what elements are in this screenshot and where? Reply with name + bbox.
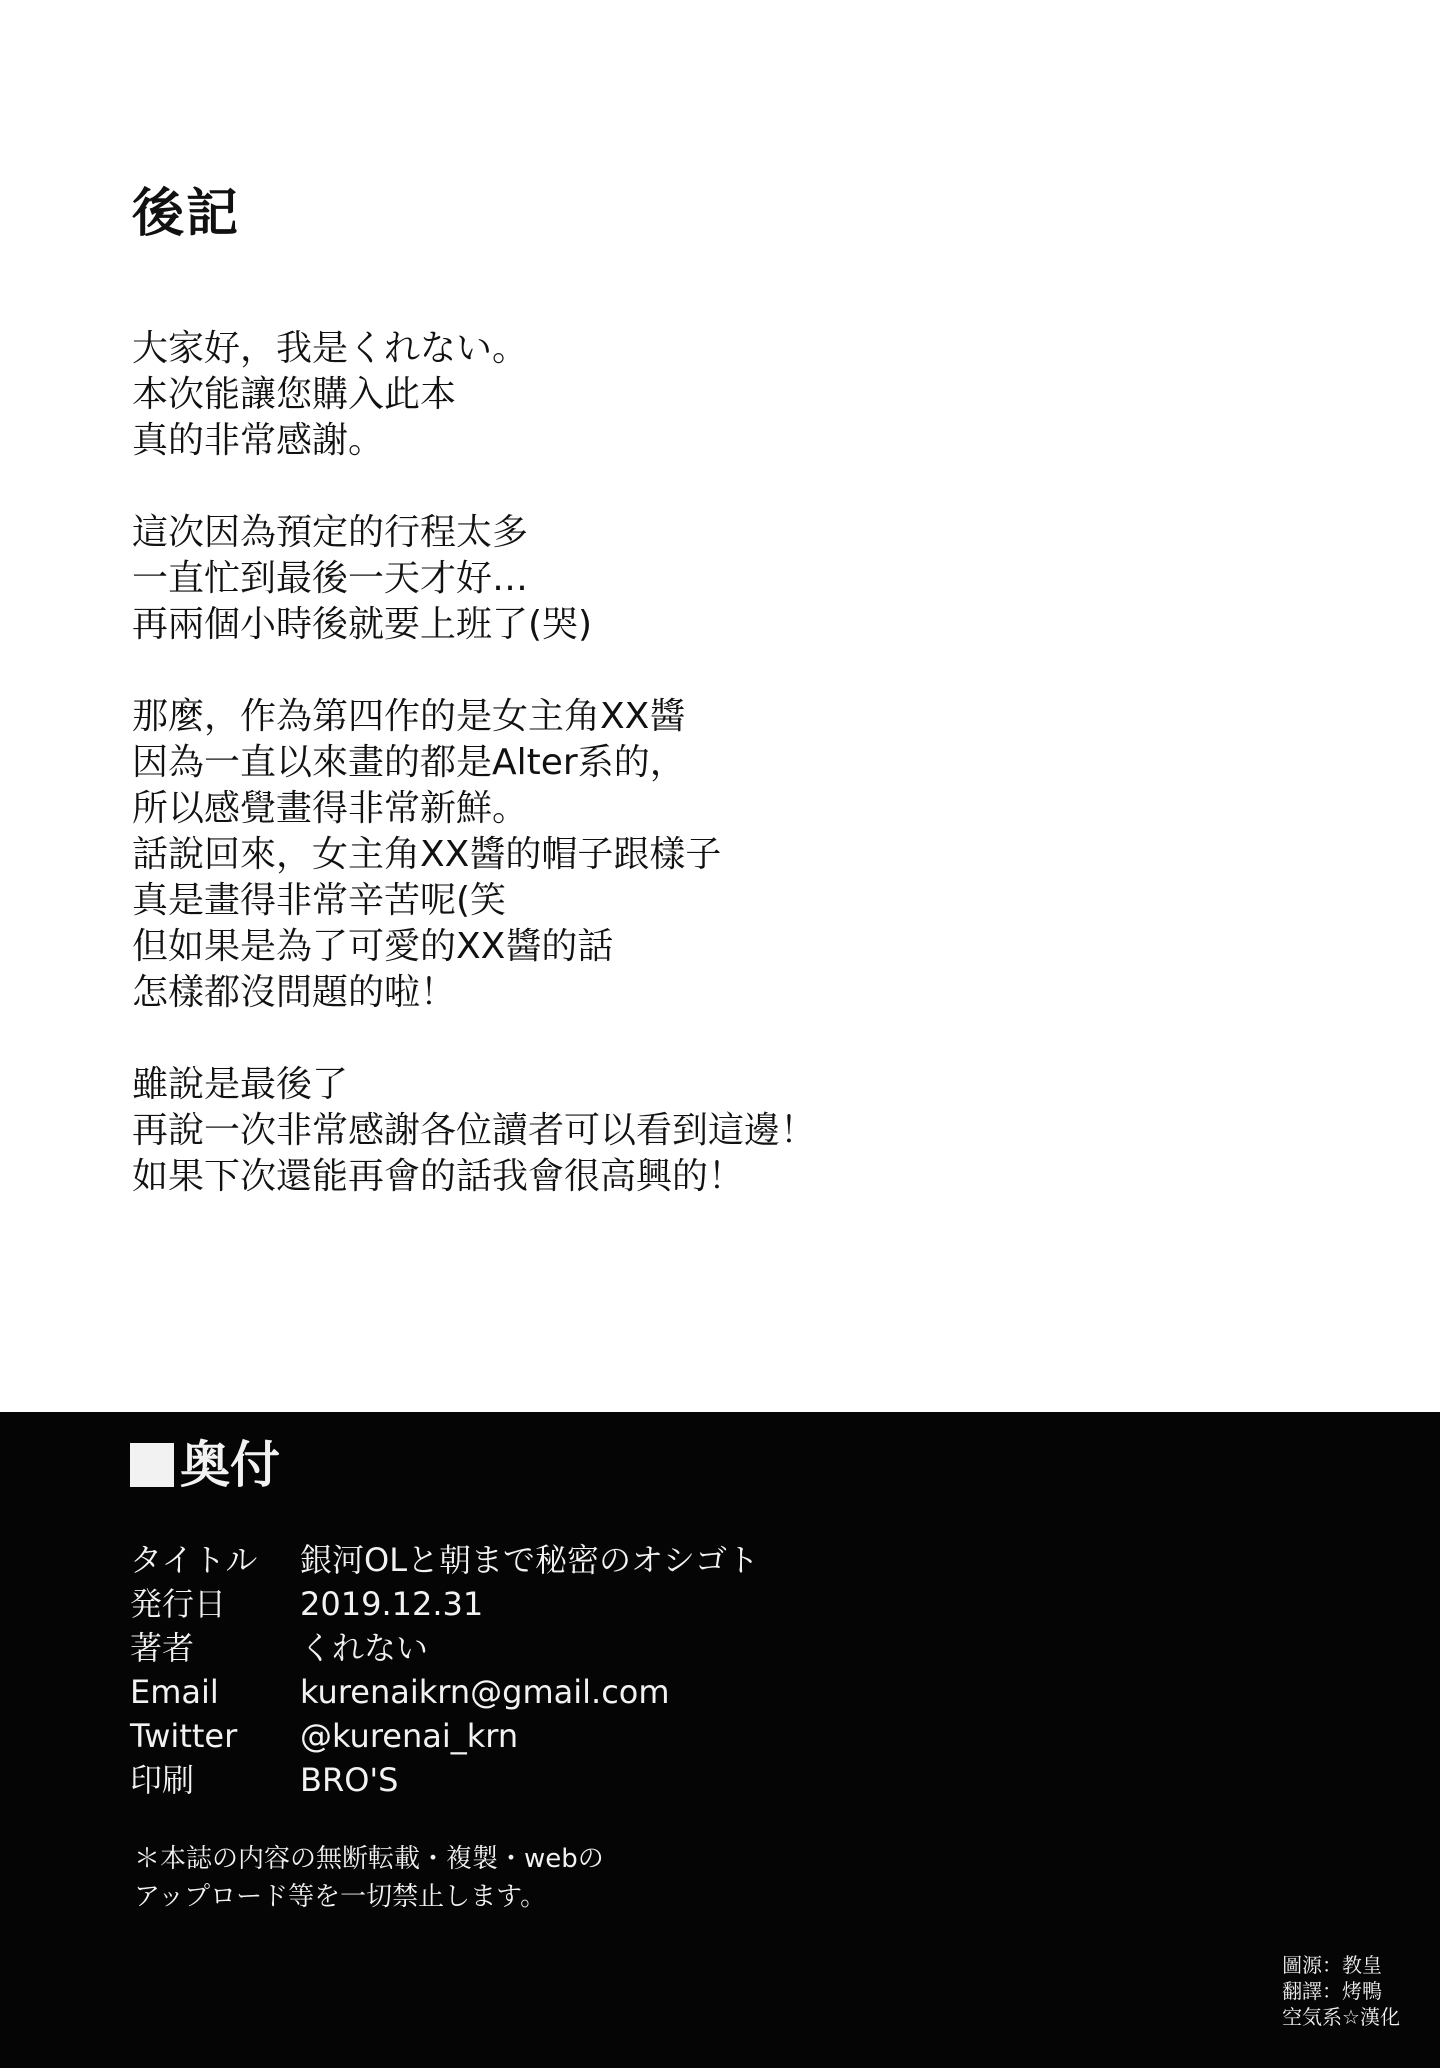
info-row-email [130,1670,759,1714]
text-line: 再說一次非常感謝各位讀者可以看到這邊！ [132,1110,817,1151]
info-value: 銀河OLと朝まで秘密のオシゴト [300,1541,760,1579]
text-line: 所以感覺畫得非常新鮮。 [132,788,529,829]
colophon-title [130,1436,280,1494]
text-line: 這次因為預定的行程太多 [132,512,529,553]
black-square-icon [130,1443,174,1487]
info-row-author [130,1626,759,1670]
info-value: 2019.12.31 [300,1585,484,1623]
paragraph-work-notes [132,694,1332,1016]
info-value: くれない [300,1629,429,1667]
info-row-printer [130,1758,759,1802]
paragraph-greeting [132,326,1332,464]
info-value: BRO'S [300,1761,399,1799]
credit-line: 圖源：教皇 [1282,1953,1383,1977]
paragraph-closing [132,1062,1332,1200]
translation-credits [1282,1952,1400,2030]
text-line: 雖說是最後了 [132,1064,349,1105]
afterword-body [132,326,1332,1246]
copyright-notice [134,1840,604,1916]
text-line: 真的非常感謝。 [132,420,385,461]
credit-line: 空気系☆漢化 [1282,2005,1400,2029]
paragraph-schedule [132,510,1332,648]
info-label: 著者 [130,1629,195,1667]
info-label: タイトル [130,1541,258,1579]
notice-line: ＊本誌の内容の無断転載・複製・webの [134,1844,604,1874]
colophon-info-table [130,1538,759,1802]
text-line: 但如果是為了可愛的XX醬的話 [132,926,614,967]
info-label: Email [130,1673,219,1711]
text-line: 因為一直以來畫的都是Alter系的， [132,742,686,783]
colophon-section [0,1412,1440,2068]
notice-line: アップロード等を一切禁止します。 [134,1882,547,1912]
info-label: 印刷 [130,1761,195,1799]
text-line: 話說回來，女主角XX醬的帽子跟樣子 [132,834,722,875]
text-line: 怎樣都沒問題的啦！ [132,972,457,1013]
text-line: 大家好，我是くれない。 [132,328,529,369]
text-line: 一直忙到最後一天才好… [132,558,529,599]
afterword-title: 後記 [132,184,241,244]
info-label: Twitter [130,1717,238,1755]
info-row-title [130,1538,759,1582]
info-row-date [130,1582,759,1626]
info-row-twitter [130,1714,759,1758]
info-value: kurenaikrn@gmail.com [300,1673,670,1711]
info-label: 発行日 [130,1585,227,1623]
info-value: @kurenai_krn [300,1717,519,1755]
text-line: 如果下次還能再會的話我會很高興的！ [132,1156,745,1197]
text-line: 真是畫得非常辛苦呢(笑 [132,880,507,921]
text-line: 再兩個小時後就要上班了(哭) [132,604,593,645]
text-line: 那麼，作為第四作的是女主角XX醬 [132,696,686,737]
text-line: 本次能讓您購入此本 [132,374,457,415]
credit-line: 翻譯：烤鴨 [1282,1979,1383,2003]
colophon-title-text: 奥付 [180,1436,280,1494]
